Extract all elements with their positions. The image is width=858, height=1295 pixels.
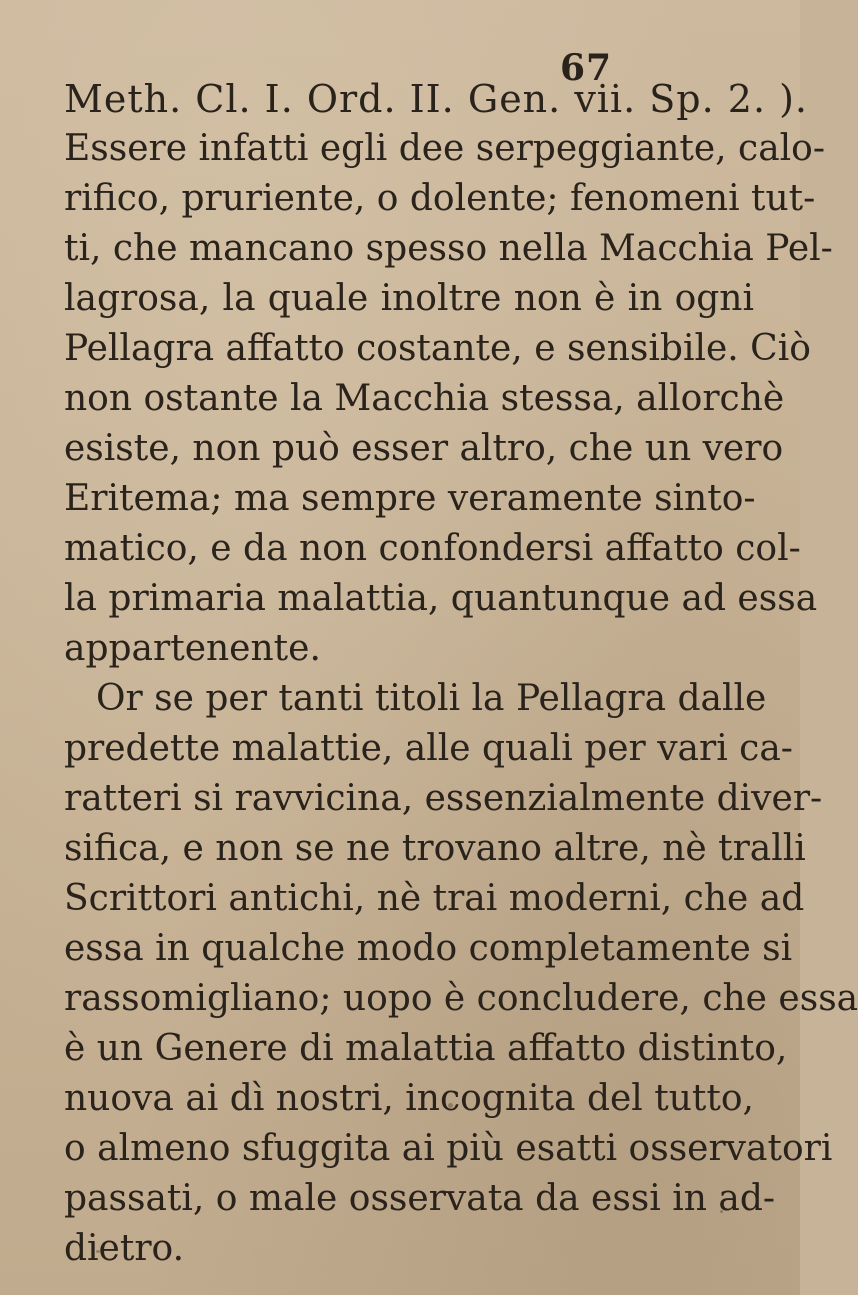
text-line: rifico, pruriente, o dolente; fenomeni tut- [64,178,816,219]
text-line: rassomigliano; uopo è concludere, che essa [64,978,858,1019]
text-line: dietro. [64,1228,185,1269]
text-line: è un Genere di malattia affatto distinto, [64,1028,788,1069]
text-line: essa in qualche modo completamente si [64,928,793,969]
text-line: predette malattie, alle quali per vari ca- [64,728,793,769]
paper-speck [448,1103,453,1108]
text-line: nuova ai dì nostri, incognita del tutto, [64,1078,754,1119]
paper-speck [720,1210,723,1213]
body-text [64,74,858,1274]
paper-speck [96,1250,100,1253]
text-line: sifica, e non se ne trovano altre, nè tralli [64,828,806,869]
text-line: appartenente. [64,628,321,669]
running-header: Meth. Cl. I. Ord. II. Gen. vii. Sp. 2. ). [64,77,808,121]
text-line: Essere infatti egli dee serpeggiante, calo- [64,128,826,169]
text-line: Scrittori antichi, nè trai moderni, che ad [64,878,805,919]
text-line: non ostante la Macchia stessa, allorchè [64,378,785,419]
text-line: esiste, non può esser altro, che un vero [64,428,784,469]
text-line: ti, che mancano spesso nella Macchia Pel- [64,228,833,269]
page-number: 67 [560,47,613,89]
text-line: la primaria malattia, quantunque ad essa [64,578,818,619]
paragraph-start-line: Or se per tanti titoli la Pellagra dalle [96,678,767,719]
text-line: passati, o male osservata da essi in ad- [64,1178,776,1219]
text-line: Pellagra affatto costante, e sensibile. Ciò [64,328,811,369]
text-line: Eritema; ma sempre veramente sinto- [64,478,756,519]
text-line: lagrosa, la quale inoltre non è in ogni [64,278,754,319]
text-line: ratteri si ravvicina, essenzialmente diver- [64,778,823,819]
text-line: matico, e da non confondersi affatto col- [64,528,801,569]
paper-speck [160,1055,164,1059]
text-line: o almeno sfuggita ai più esatti osservatori [64,1128,833,1169]
